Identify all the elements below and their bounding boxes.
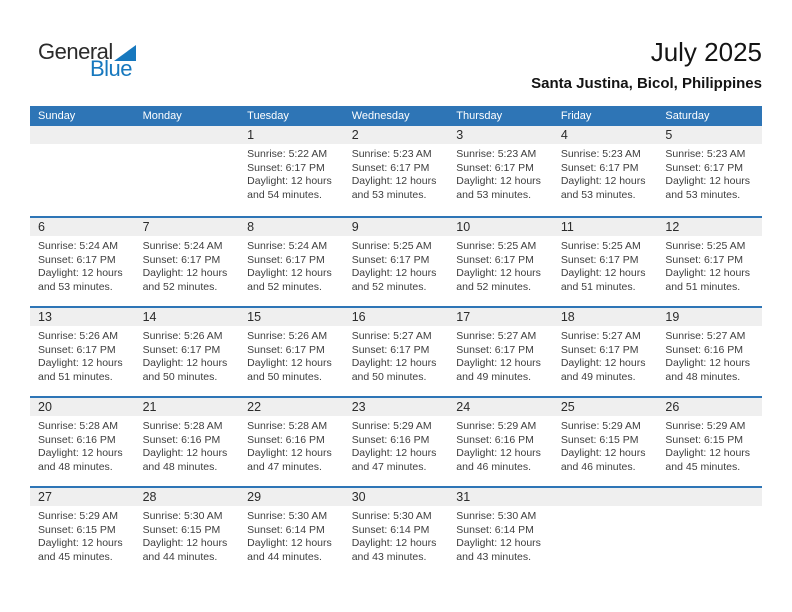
day-details (344, 236, 449, 294)
day-details (239, 236, 344, 294)
sunset-text: Sunset: 6:16 PM (665, 343, 744, 356)
day-number: 22 (239, 398, 344, 416)
day-details (344, 506, 449, 564)
day-cell-19 (657, 308, 762, 396)
daylight-text-line2: and 52 minutes. (247, 280, 322, 293)
sunset-text: Sunset: 6:14 PM (351, 523, 430, 536)
sunrise-text: Sunrise: 5:23 AM (665, 148, 746, 160)
day-number: 20 (30, 398, 135, 416)
daylight-text-line1: Daylight: 12 hours (142, 537, 228, 549)
day-details (553, 144, 658, 202)
daylight-text-line2: and 52 minutes. (142, 280, 218, 293)
day-cell-13 (30, 308, 135, 396)
sunrise-text: Sunrise: 5:24 AM (38, 240, 118, 252)
day-cell-2 (344, 126, 449, 216)
sunset-text: Sunset: 6:15 PM (142, 523, 221, 536)
day-details (135, 326, 240, 384)
day-number (553, 488, 658, 506)
day-cell-15 (239, 308, 344, 396)
sunset-text: Sunset: 6:16 PM (38, 433, 116, 446)
daylight-text-line1: Daylight: 12 hours (456, 537, 541, 549)
day-number (30, 126, 135, 144)
page-title: July 2025 (650, 37, 762, 67)
daylight-text-line2: and 48 minutes. (38, 460, 113, 473)
day-details (553, 326, 658, 384)
day-number (135, 126, 240, 144)
day-number: 23 (344, 398, 449, 416)
daylight-text-line1: Daylight: 12 hours (665, 447, 751, 459)
sunset-text: Sunset: 6:17 PM (142, 343, 221, 356)
daylight-text-line1: Daylight: 12 hours (665, 267, 751, 279)
day-number (657, 488, 762, 506)
sunrise-text: Sunrise: 5:28 AM (142, 420, 223, 432)
day-number: 13 (30, 308, 135, 326)
sunset-text: Sunset: 6:17 PM (351, 343, 430, 356)
daylight-text-line2: and 46 minutes. (560, 460, 636, 473)
weekday-header-sunday: Sunday (38, 110, 76, 122)
week-row-4 (30, 396, 762, 486)
sunset-text: Sunset: 6:17 PM (665, 253, 744, 266)
daylight-text-line1: Daylight: 12 hours (142, 267, 228, 279)
weekday-header-saturday: Saturday (665, 110, 710, 122)
day-details (239, 506, 344, 564)
sunrise-text: Sunrise: 5:24 AM (247, 240, 328, 252)
day-number: 15 (239, 308, 344, 326)
day-cell-27 (30, 488, 135, 576)
daylight-text-line1: Daylight: 12 hours (38, 357, 123, 369)
day-details (553, 236, 658, 294)
day-number: 27 (30, 488, 135, 506)
day-cell-30 (344, 488, 449, 576)
sunset-text: Sunset: 6:15 PM (665, 433, 744, 446)
daylight-text-line2: and 43 minutes. (456, 550, 531, 563)
daylight-text-line2: and 53 minutes. (351, 188, 427, 201)
sunset-text: Sunset: 6:17 PM (665, 161, 744, 174)
daylight-text-line2: and 53 minutes. (38, 280, 113, 293)
logo-text-blue: Blue (90, 56, 133, 81)
weekday-header-tuesday: Tuesday (247, 110, 289, 122)
day-cell-23 (344, 398, 449, 486)
daylight-text-line2: and 50 minutes. (142, 370, 218, 383)
day-cell-14 (135, 308, 240, 396)
day-number: 7 (135, 218, 240, 236)
daylight-text-line2: and 48 minutes. (142, 460, 218, 473)
day-cell-18 (553, 308, 658, 396)
day-details (30, 236, 135, 294)
day-details (448, 416, 553, 474)
sunset-text: Sunset: 6:17 PM (560, 253, 639, 266)
week-row-1 (30, 126, 762, 216)
sunrise-text: Sunrise: 5:29 AM (38, 510, 118, 522)
day-number: 28 (135, 488, 240, 506)
daylight-text-line1: Daylight: 12 hours (351, 175, 437, 187)
daylight-text-line1: Daylight: 12 hours (456, 447, 541, 459)
day-cell-empty (657, 488, 762, 576)
day-cell-21 (135, 398, 240, 486)
day-details (657, 416, 762, 474)
sunset-text: Sunset: 6:17 PM (560, 161, 639, 174)
sunrise-text: Sunrise: 5:24 AM (142, 240, 223, 252)
sunset-text: Sunset: 6:16 PM (142, 433, 221, 446)
sunrise-text: Sunrise: 5:26 AM (142, 330, 223, 342)
day-details (344, 416, 449, 474)
day-cell-16 (344, 308, 449, 396)
daylight-text-line1: Daylight: 12 hours (560, 267, 646, 279)
day-details (135, 506, 240, 564)
weekday-header-wednesday: Wednesday (351, 110, 410, 122)
day-number: 5 (657, 126, 762, 144)
daylight-text-line1: Daylight: 12 hours (456, 357, 541, 369)
sunrise-text: Sunrise: 5:29 AM (351, 420, 432, 432)
day-cell-4 (553, 126, 658, 216)
page-subtitle: Santa Justina, Bicol, Philippines (531, 75, 762, 92)
day-number: 6 (30, 218, 135, 236)
sunrise-text: Sunrise: 5:23 AM (351, 148, 432, 160)
sunrise-text: Sunrise: 5:27 AM (665, 330, 746, 342)
daylight-text-line2: and 47 minutes. (247, 460, 322, 473)
sunrise-text: Sunrise: 5:27 AM (351, 330, 432, 342)
daylight-text-line2: and 54 minutes. (247, 188, 322, 201)
daylight-text-line1: Daylight: 12 hours (560, 447, 646, 459)
day-cell-1 (239, 126, 344, 216)
sunset-text: Sunset: 6:17 PM (38, 253, 116, 266)
sunrise-text: Sunrise: 5:30 AM (456, 510, 537, 522)
daylight-text-line2: and 44 minutes. (142, 550, 218, 563)
daylight-text-line1: Daylight: 12 hours (247, 357, 332, 369)
week-row-5 (30, 486, 762, 576)
sunset-text: Sunset: 6:17 PM (351, 161, 430, 174)
sunrise-text: Sunrise: 5:25 AM (560, 240, 641, 252)
day-cell-12 (657, 218, 762, 306)
sunset-text: Sunset: 6:17 PM (142, 253, 221, 266)
day-cell-5 (657, 126, 762, 216)
day-number: 3 (448, 126, 553, 144)
sunset-text: Sunset: 6:17 PM (560, 343, 639, 356)
weekday-header-monday: Monday (142, 110, 182, 122)
logo-text-general: General (38, 39, 113, 64)
day-cell-29 (239, 488, 344, 576)
day-number: 14 (135, 308, 240, 326)
calendar (30, 106, 762, 576)
day-details (553, 416, 658, 474)
daylight-text-line2: and 51 minutes. (38, 370, 113, 383)
sunset-text: Sunset: 6:17 PM (456, 161, 534, 174)
day-cell-9 (344, 218, 449, 306)
daylight-text-line1: Daylight: 12 hours (456, 175, 541, 187)
daylight-text-line2: and 47 minutes. (351, 460, 427, 473)
daylight-text-line2: and 52 minutes. (351, 280, 427, 293)
daylight-text-line2: and 52 minutes. (456, 280, 531, 293)
daylight-text-line1: Daylight: 12 hours (665, 175, 751, 187)
day-number: 1 (239, 126, 344, 144)
day-details (657, 144, 762, 202)
sunset-text: Sunset: 6:16 PM (247, 433, 325, 446)
day-details (448, 326, 553, 384)
day-details (239, 326, 344, 384)
daylight-text-line2: and 46 minutes. (456, 460, 531, 473)
calendar-weeks (30, 126, 762, 576)
day-cell-28 (135, 488, 240, 576)
day-cell-empty (30, 126, 135, 216)
day-cell-10 (448, 218, 553, 306)
day-details (448, 236, 553, 294)
day-details (135, 416, 240, 474)
day-details (135, 144, 240, 148)
sunrise-text: Sunrise: 5:26 AM (38, 330, 118, 342)
sunset-text: Sunset: 6:17 PM (351, 253, 430, 266)
daylight-text-line2: and 53 minutes. (560, 188, 636, 201)
day-details (239, 144, 344, 202)
day-number: 16 (344, 308, 449, 326)
sunset-text: Sunset: 6:15 PM (560, 433, 639, 446)
sunset-text: Sunset: 6:15 PM (38, 523, 116, 536)
daylight-text-line2: and 53 minutes. (456, 188, 531, 201)
daylight-text-line1: Daylight: 12 hours (351, 447, 437, 459)
day-details (239, 416, 344, 474)
day-details (30, 326, 135, 384)
daylight-text-line1: Daylight: 12 hours (351, 267, 437, 279)
day-cell-11 (553, 218, 658, 306)
day-number: 31 (448, 488, 553, 506)
day-details (448, 144, 553, 202)
daylight-text-line2: and 45 minutes. (665, 460, 741, 473)
daylight-text-line2: and 53 minutes. (665, 188, 741, 201)
sunrise-text: Sunrise: 5:29 AM (456, 420, 537, 432)
daylight-text-line2: and 51 minutes. (560, 280, 636, 293)
sunset-text: Sunset: 6:14 PM (247, 523, 325, 536)
daylight-text-line2: and 50 minutes. (247, 370, 322, 383)
sunrise-text: Sunrise: 5:27 AM (456, 330, 537, 342)
weekday-header-thursday: Thursday (456, 110, 503, 122)
day-cell-7 (135, 218, 240, 306)
day-number: 29 (239, 488, 344, 506)
sunset-text: Sunset: 6:17 PM (456, 343, 534, 356)
day-number: 8 (239, 218, 344, 236)
day-details (30, 506, 135, 564)
sunrise-text: Sunrise: 5:30 AM (247, 510, 328, 522)
day-details (553, 506, 658, 510)
general-blue-logo (38, 39, 136, 81)
day-details (448, 506, 553, 564)
sunrise-text: Sunrise: 5:26 AM (247, 330, 328, 342)
sunrise-text: Sunrise: 5:25 AM (456, 240, 537, 252)
day-number: 9 (344, 218, 449, 236)
sunset-text: Sunset: 6:17 PM (456, 253, 534, 266)
weekday-header-row (30, 106, 762, 126)
day-details (344, 326, 449, 384)
day-number: 18 (553, 308, 658, 326)
sunrise-text: Sunrise: 5:23 AM (560, 148, 641, 160)
week-row-2 (30, 216, 762, 306)
sunrise-text: Sunrise: 5:29 AM (560, 420, 641, 432)
week-row-3 (30, 306, 762, 396)
sunset-text: Sunset: 6:16 PM (351, 433, 430, 446)
daylight-text-line2: and 49 minutes. (456, 370, 531, 383)
daylight-text-line1: Daylight: 12 hours (38, 537, 123, 549)
weekday-header-friday: Friday (560, 110, 592, 122)
sunrise-text: Sunrise: 5:27 AM (560, 330, 641, 342)
day-number: 2 (344, 126, 449, 144)
daylight-text-line1: Daylight: 12 hours (456, 267, 541, 279)
daylight-text-line2: and 51 minutes. (665, 280, 741, 293)
day-number: 30 (344, 488, 449, 506)
day-number: 11 (553, 218, 658, 236)
day-cell-17 (448, 308, 553, 396)
day-cell-8 (239, 218, 344, 306)
day-cell-3 (448, 126, 553, 216)
sunset-text: Sunset: 6:14 PM (456, 523, 534, 536)
day-details (30, 416, 135, 474)
daylight-text-line2: and 48 minutes. (665, 370, 741, 383)
day-number: 21 (135, 398, 240, 416)
day-number: 25 (553, 398, 658, 416)
daylight-text-line1: Daylight: 12 hours (247, 267, 332, 279)
sunrise-text: Sunrise: 5:29 AM (665, 420, 746, 432)
daylight-text-line1: Daylight: 12 hours (38, 267, 123, 279)
daylight-text-line1: Daylight: 12 hours (142, 447, 228, 459)
daylight-text-line2: and 50 minutes. (351, 370, 427, 383)
sunset-text: Sunset: 6:17 PM (38, 343, 116, 356)
sunset-text: Sunset: 6:17 PM (247, 253, 325, 266)
day-number: 17 (448, 308, 553, 326)
day-number: 4 (553, 126, 658, 144)
daylight-text-line1: Daylight: 12 hours (560, 175, 646, 187)
daylight-text-line1: Daylight: 12 hours (38, 447, 123, 459)
day-number: 10 (448, 218, 553, 236)
daylight-text-line1: Daylight: 12 hours (247, 175, 332, 187)
day-cell-26 (657, 398, 762, 486)
day-cell-24 (448, 398, 553, 486)
daylight-text-line1: Daylight: 12 hours (142, 357, 228, 369)
daylight-text-line1: Daylight: 12 hours (665, 357, 751, 369)
sunrise-text: Sunrise: 5:28 AM (38, 420, 118, 432)
day-number: 26 (657, 398, 762, 416)
sunset-text: Sunset: 6:16 PM (456, 433, 534, 446)
sunset-text: Sunset: 6:17 PM (247, 343, 325, 356)
day-number: 24 (448, 398, 553, 416)
daylight-text-line1: Daylight: 12 hours (247, 447, 332, 459)
daylight-text-line2: and 43 minutes. (351, 550, 427, 563)
daylight-text-line1: Daylight: 12 hours (247, 537, 332, 549)
day-cell-31 (448, 488, 553, 576)
sunrise-text: Sunrise: 5:22 AM (247, 148, 328, 160)
day-cell-empty (553, 488, 658, 576)
daylight-text-line2: and 45 minutes. (38, 550, 113, 563)
daylight-text-line2: and 49 minutes. (560, 370, 636, 383)
sunrise-text: Sunrise: 5:30 AM (142, 510, 223, 522)
day-cell-6 (30, 218, 135, 306)
day-details (344, 144, 449, 202)
daylight-text-line2: and 44 minutes. (247, 550, 322, 563)
sunrise-text: Sunrise: 5:30 AM (351, 510, 432, 522)
daylight-text-line1: Daylight: 12 hours (560, 357, 646, 369)
day-cell-22 (239, 398, 344, 486)
sunrise-text: Sunrise: 5:25 AM (351, 240, 432, 252)
day-number: 19 (657, 308, 762, 326)
day-details (657, 326, 762, 384)
sunrise-text: Sunrise: 5:23 AM (456, 148, 537, 160)
day-number: 12 (657, 218, 762, 236)
sunrise-text: Sunrise: 5:25 AM (665, 240, 746, 252)
day-cell-25 (553, 398, 658, 486)
day-details (657, 506, 762, 510)
day-cell-20 (30, 398, 135, 486)
day-cell-empty (135, 126, 240, 216)
day-details (30, 144, 135, 148)
daylight-text-line1: Daylight: 12 hours (351, 357, 437, 369)
sunset-text: Sunset: 6:17 PM (247, 161, 325, 174)
daylight-text-line1: Daylight: 12 hours (351, 537, 437, 549)
day-details (135, 236, 240, 294)
sunrise-text: Sunrise: 5:28 AM (247, 420, 328, 432)
day-details (657, 236, 762, 294)
